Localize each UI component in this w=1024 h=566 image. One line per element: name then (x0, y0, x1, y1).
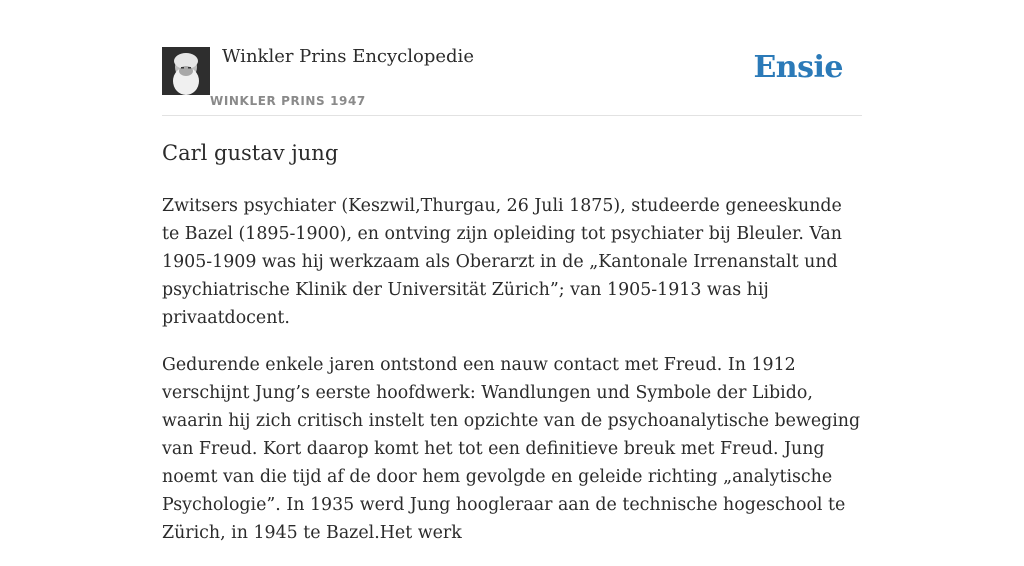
article-title: Carl gustav jung (162, 141, 339, 165)
source-subtitle: WINKLER PRINS 1947 (210, 94, 366, 108)
portrait-avatar-icon[interactable] (162, 47, 210, 95)
article-body (162, 192, 862, 566)
article-paragraph: Zwitsers psychiater (Keszwil,Thurgau, 26 Juli 1875), studeerde geneeskunde te Bazel (1895-1900), en ontving zijn opleiding tot psychiater bij Bleuler. Van 1905-1909 was hij werkzaam als Oberarzt in de „Kantonale Irrenanstalt und psychiatrische Klinik der Universität Zürich”; van 1905-1913 was hij privaatdocent. (162, 196, 842, 328)
source-title[interactable]: Winkler Prins Encyclopedie (222, 46, 474, 67)
article-paragraph: Gedurende enkele jaren ontstond een nauw contact met Freud. In 1912 verschijnt Jung’s eerste hoofdwerk: Wandlungen und Symbole der Libido, waarin hij zich critisch instelt ten opzichte van de psychoanalytische beweging van Freud. Kort daarop komt het tot een definitieve breuk met Freud. Jung noemt van die tijd af de door hem gevolgde en geleide richting „analytische Psychologie”. In 1935 werd Jung hoogleraar aan de technische hogeschool te Zürich, in 1945 te Bazel.Het werk (162, 355, 861, 543)
ensie-logo[interactable]: Ensie (753, 50, 843, 85)
source-header (162, 40, 862, 116)
